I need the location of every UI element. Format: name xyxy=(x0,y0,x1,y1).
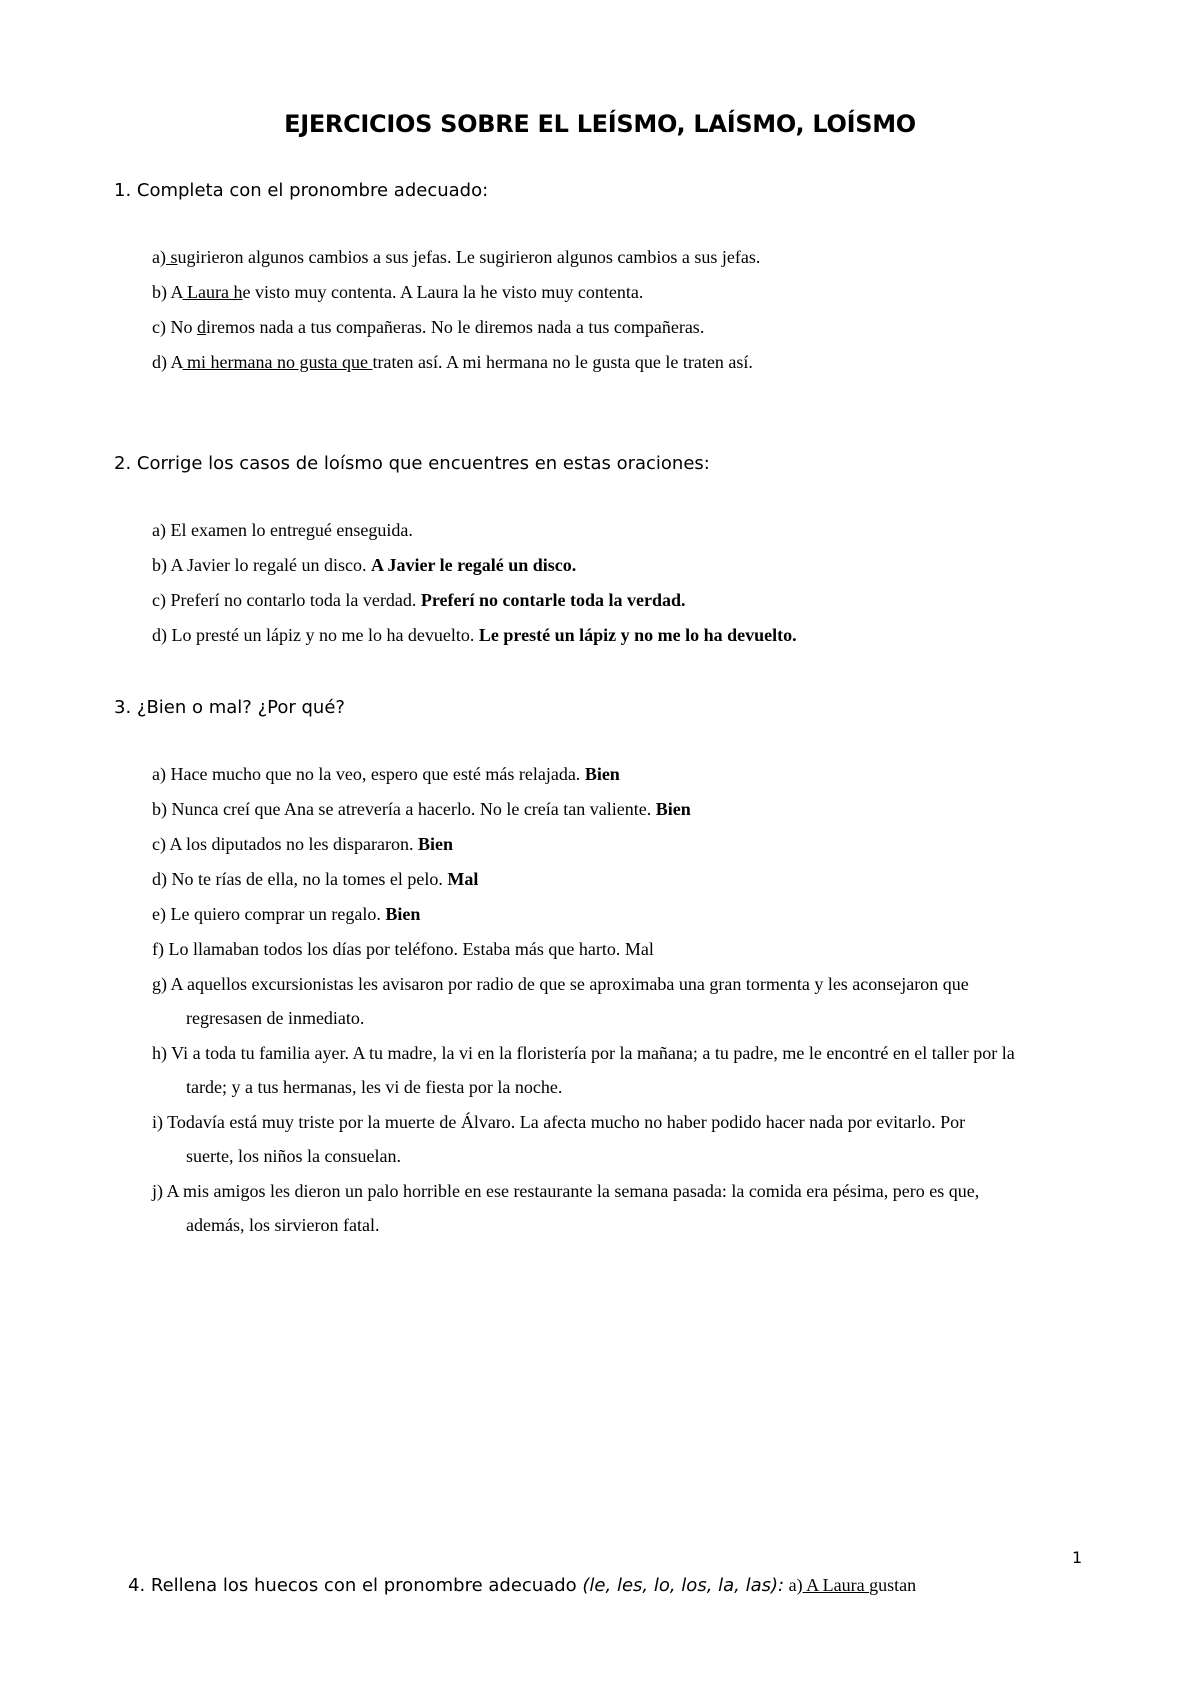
section-2-heading: 2. Corrige los casos de loísmo que encuentres en estas oraciones: xyxy=(114,453,710,474)
item-continuation: regresasen de inmediato. xyxy=(186,1008,365,1028)
page-number: 1 xyxy=(1072,1548,1083,1567)
item-answer: No le diremos nada a tus compañeras. xyxy=(426,317,705,337)
section-3-item-a xyxy=(152,757,1172,791)
section-3-heading: 3. ¿Bien o mal? ¿Por qué? xyxy=(114,697,345,718)
item-continuation: suerte, los niños la consuelan. xyxy=(186,1146,401,1166)
item-continuation: tarde; y a tus hermanas, les vi de fiesta por la noche. xyxy=(186,1077,563,1097)
item-letter: f) xyxy=(152,939,164,959)
section-1-item-b xyxy=(152,275,1172,309)
item-question: A mis amigos les dieron un palo horrible en ese restaurante la semana pasada: la comida era pésima, pero es que, xyxy=(163,1181,980,1201)
item-question: Le quiero comprar un regalo. xyxy=(165,904,386,924)
item-letter: d) xyxy=(152,625,167,645)
section-2-item-d xyxy=(152,618,1172,652)
item-question: Vi a toda tu familia ayer. A tu madre, la vi en la floristería por la mañana; a tu padre, me le encontré en el taller por la xyxy=(167,1043,1015,1063)
item-question: A los diputados no les dispararon. xyxy=(165,834,418,854)
section-1-item-a xyxy=(152,240,1172,274)
section-3-item-f xyxy=(152,932,1172,966)
section-3-item-g xyxy=(152,967,1172,1035)
item-underlined: Laura h xyxy=(182,282,243,302)
section-3-item-i xyxy=(152,1105,1172,1173)
item-answer: Le sugirieron algunos cambios a sus jefas. xyxy=(451,247,761,267)
item-answer: A Laura la he visto muy contenta. xyxy=(396,282,644,302)
item-letter: c) xyxy=(152,590,166,610)
item-answer: Bien xyxy=(417,834,453,854)
section-2-item-b xyxy=(152,548,1172,582)
item-letter: a) xyxy=(152,764,166,784)
item-letter: b) xyxy=(152,555,167,575)
section-3-item-j xyxy=(152,1174,1172,1242)
section-1-item-d xyxy=(152,345,1172,379)
item-question: iremos nada a tus compañeras. xyxy=(205,317,427,337)
item-continuation: además, los sirvieron fatal. xyxy=(186,1215,380,1235)
item-question: A Javier lo regalé un disco. xyxy=(167,555,371,575)
section-3-item-d xyxy=(152,862,1172,896)
section-3-item-c xyxy=(152,827,1172,861)
item-answer: Bien xyxy=(385,904,421,924)
item-question: Todavía está muy triste por la muerte de Álvaro. La afecta mucho no haber podido hacer nada por evitarlo. Por xyxy=(163,1112,966,1132)
item-answer: A mi hermana no le gusta que le traten así. xyxy=(442,352,753,372)
item-underlined: s xyxy=(165,247,178,267)
item-question: Lo presté un lápiz y no me lo ha devuelto. xyxy=(167,625,479,645)
section-3-item-h xyxy=(152,1036,1172,1104)
item-letter: e) xyxy=(152,904,166,924)
item-underlined: mi hermana no gusta que xyxy=(182,352,373,372)
item-letter: a) xyxy=(152,247,166,267)
item-question: gustan xyxy=(869,1575,917,1595)
item-letter: b) xyxy=(152,799,167,819)
item-answer: A Javier le regalé un disco. xyxy=(370,555,577,575)
item-prefix: A xyxy=(167,282,183,302)
section-2-item-a xyxy=(152,513,1172,547)
item-prefix: No xyxy=(165,317,197,337)
item-letter: j) xyxy=(152,1181,163,1201)
item-letter: a) xyxy=(784,1575,803,1595)
item-question: Preferí no contarlo toda la verdad. xyxy=(165,590,421,610)
item-letter: d) xyxy=(152,869,167,889)
item-answer: Bien xyxy=(584,764,620,784)
section-3-item-e xyxy=(152,897,1172,931)
item-question: ugirieron algunos cambios a sus jefas. xyxy=(177,247,452,267)
item-letter: g) xyxy=(152,974,167,994)
item-prefix: A xyxy=(167,352,183,372)
section-3-item-b xyxy=(152,792,1172,826)
item-underlined: A Laura xyxy=(802,1575,870,1595)
item-answer: Mal xyxy=(447,869,479,889)
item-question: Nunca creí que Ana se atrevería a hacerlo. No le creía tan valiente. xyxy=(167,799,656,819)
item-question: traten así. xyxy=(372,352,443,372)
item-question: Lo llamaban todos los días por teléfono. Estaba más que harto. Mal xyxy=(164,939,654,959)
item-letter: a) xyxy=(152,520,166,540)
item-letter: d) xyxy=(152,352,167,372)
item-question: A aquellos excursionistas les avisaron por radio de que se aproximaba una gran tormenta y les aconsejaron que xyxy=(167,974,969,994)
section-1-heading: 1. Completa con el pronombre adecuado: xyxy=(114,180,489,201)
item-question: El examen lo entregué enseguida. xyxy=(165,520,413,540)
item-question: No te rías de ella, no la tomes el pelo. xyxy=(167,869,448,889)
item-question: Hace mucho que no la veo, espero que esté más relajada. xyxy=(165,764,585,784)
item-letter: c) xyxy=(152,834,166,854)
section-2-item-c xyxy=(152,583,1172,617)
document-title: EJERCICIOS SOBRE EL LEÍSMO, LAÍSMO, LOÍSMO xyxy=(284,110,916,138)
item-answer: Bien xyxy=(655,799,691,819)
item-underlined: d xyxy=(196,317,206,337)
item-letter: b) xyxy=(152,282,167,302)
section-4-heading-text: 4. Rellena los huecos con el pronombre adecuado xyxy=(128,1575,583,1596)
item-answer: Le presté un lápiz y no me lo ha devuelto. xyxy=(478,625,797,645)
item-question: e visto muy contenta. xyxy=(242,282,397,302)
section-1-item-c xyxy=(152,310,1172,344)
item-letter: h) xyxy=(152,1043,167,1063)
section-4-heading xyxy=(128,1575,916,1596)
item-letter: i) xyxy=(152,1112,163,1132)
item-letter: c) xyxy=(152,317,166,337)
item-answer: Preferí no contarle toda la verdad. xyxy=(420,590,686,610)
section-4-pronouns: (le, les, lo, los, la, las): xyxy=(582,1575,785,1596)
